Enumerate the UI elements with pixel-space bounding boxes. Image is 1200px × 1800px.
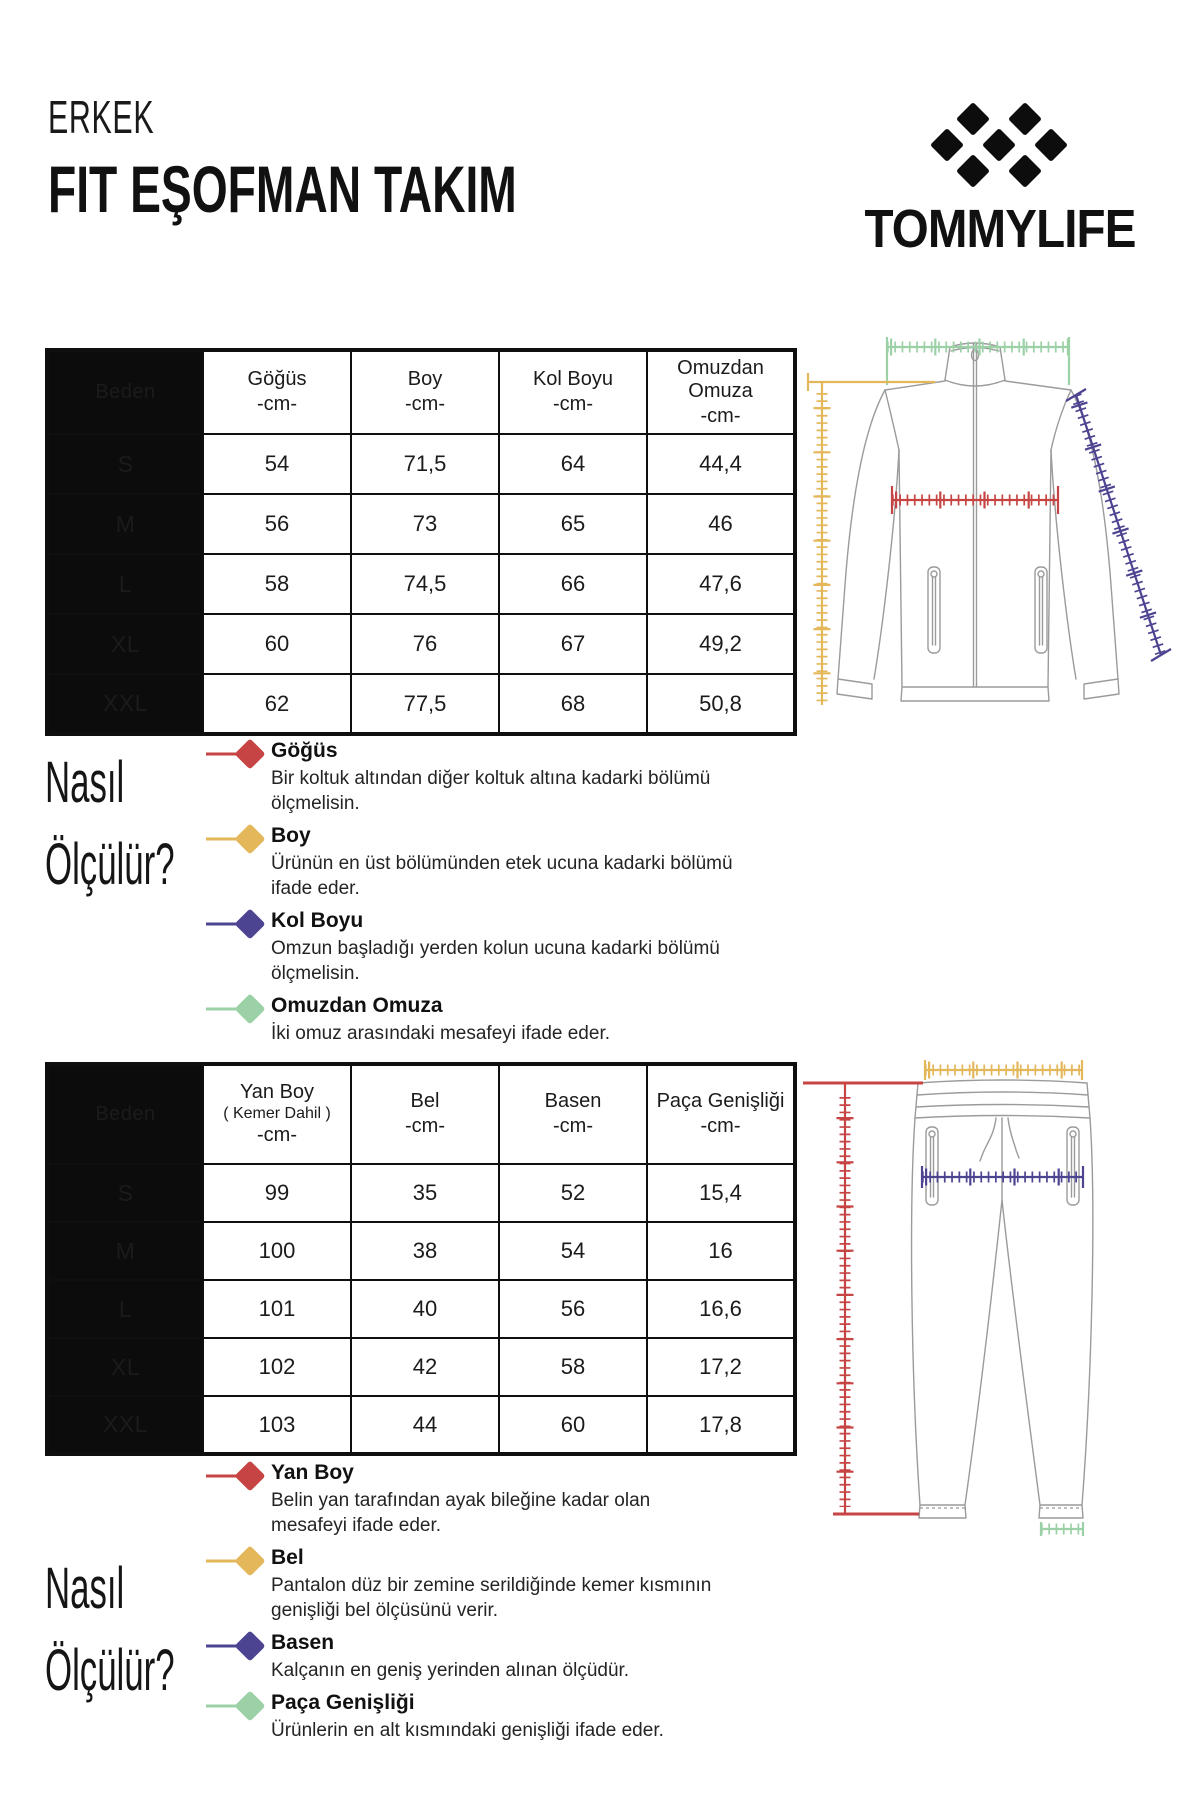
- value-cell: 16: [647, 1222, 795, 1280]
- table-row: [47, 1222, 795, 1280]
- sleeve-ruler: [1066, 389, 1171, 661]
- size-cell: XL: [47, 1338, 203, 1396]
- legend-label: Boy: [271, 824, 311, 847]
- measure-diamond-icon: [203, 1690, 271, 1726]
- value-cell: 64: [499, 434, 647, 494]
- value-cell: 15,4: [647, 1164, 795, 1222]
- value-cell: 17,2: [647, 1338, 795, 1396]
- pocket-zip-left: [928, 567, 940, 653]
- how-to-measure-line1: Nasıl: [45, 750, 125, 815]
- legend-text: [271, 1462, 713, 1538]
- value-cell: 103: [203, 1396, 351, 1454]
- column-unit: -cm-: [405, 393, 445, 415]
- legend-description: İki omuz arasındaki mesafeyi ifade eder.: [271, 1023, 611, 1044]
- legend-label: Göğüs: [271, 739, 338, 762]
- column-header-paca-genisligi: [647, 1064, 795, 1164]
- size-cell: XXL: [47, 1396, 203, 1454]
- value-cell: 99: [203, 1164, 351, 1222]
- jacket-diagram: [795, 335, 1190, 710]
- legend-label: Basen: [271, 1631, 335, 1654]
- page-title-category: ERKEK: [48, 91, 155, 143]
- column-header-omuzdan-omuza: [647, 350, 795, 434]
- pants-outline: [912, 1080, 1093, 1518]
- table-row: [47, 1164, 795, 1222]
- value-cell: 35: [351, 1164, 499, 1222]
- value-cell: 68: [499, 674, 647, 734]
- value-cell: 58: [499, 1338, 647, 1396]
- value-cell: 74,5: [351, 554, 499, 614]
- shoulder-ruler: [887, 337, 1069, 385]
- waist-ruler: [925, 1060, 1082, 1080]
- legend-item-kol-boyu: [203, 910, 743, 986]
- value-cell: 76: [351, 614, 499, 674]
- column-unit: -cm-: [257, 1124, 297, 1147]
- brand-name: TOMMYLIFE: [864, 199, 1136, 259]
- value-cell: 17,8: [647, 1396, 795, 1454]
- pants-size-table: [45, 1062, 797, 1456]
- value-cell: 60: [203, 614, 351, 674]
- value-cell: 73: [351, 494, 499, 554]
- value-cell: 71,5: [351, 434, 499, 494]
- how-to-measure-line2: Ölçülür?: [45, 1638, 175, 1704]
- pocket-zip-left: [926, 1127, 938, 1205]
- page-title-product: FIT EŞOFMAN TAKIM: [48, 152, 517, 226]
- value-cell: 102: [203, 1338, 351, 1396]
- column-unit: -cm-: [700, 1115, 741, 1137]
- value-cell: 52: [499, 1164, 647, 1222]
- legend-description: Ürünün en üst bölümünden etek ucuna kadarki bölümü ifade eder.: [271, 853, 733, 899]
- column-unit: -cm-: [553, 393, 593, 415]
- table-row: [47, 1396, 795, 1454]
- size-cell: XL: [47, 614, 203, 674]
- value-cell: 77,5: [351, 674, 499, 734]
- table-row: [47, 554, 795, 614]
- table-row: [47, 1280, 795, 1338]
- legend-text: [271, 1632, 629, 1683]
- value-cell: 50,8: [647, 674, 795, 734]
- legend-description: Pantalon düz bir zemine serildiğinde kemer kısmının genişliği bel ölçüsünü verir.: [271, 1575, 712, 1621]
- size-cell: M: [47, 1222, 203, 1280]
- jacket-zipper: [974, 343, 977, 687]
- legend-label: Omuzdan Omuza: [271, 994, 443, 1017]
- legend-label: Kol Boyu: [271, 909, 364, 932]
- legend-text: [271, 825, 739, 901]
- drawstring: [980, 1118, 1019, 1161]
- legend-item-paca-genisligi: [203, 1692, 743, 1743]
- value-cell: 60: [499, 1396, 647, 1454]
- column-title: Paça Genişliği: [656, 1090, 785, 1113]
- value-cell: 101: [203, 1280, 351, 1338]
- column-header-kol-boyu: [499, 350, 647, 434]
- value-cell: 40: [351, 1280, 499, 1338]
- table-row: [47, 434, 795, 494]
- legend-text: [271, 1547, 713, 1623]
- legend-description: Belin yan tarafından ayak bileğine kadar olan mesafeyi ifade eder.: [271, 1490, 651, 1536]
- size-cell: L: [47, 1280, 203, 1338]
- jacket-measure-legend: [203, 740, 743, 1055]
- value-cell: 38: [351, 1222, 499, 1280]
- value-cell: 44,4: [647, 434, 795, 494]
- legend-description: Kalçanın en geniş yerinden alınan ölçüdür.: [271, 1660, 630, 1681]
- legend-item-yan-boy: [203, 1462, 743, 1538]
- page-title: [48, 91, 718, 226]
- how-to-measure-line1: Nasıl: [45, 1556, 125, 1621]
- legend-description: Ürünlerin en alt kısmındaki genişliği ifade eder.: [271, 1720, 664, 1741]
- column-title: Yan Boy: [239, 1081, 315, 1104]
- value-cell: 42: [351, 1338, 499, 1396]
- pants-measure-legend: [203, 1462, 743, 1752]
- column-title: Basen: [544, 1090, 602, 1113]
- value-cell: 65: [499, 494, 647, 554]
- how-to-measure-line2: Ölçülür?: [45, 832, 175, 898]
- measure-diamond-icon: [203, 738, 271, 774]
- value-cell: 56: [203, 494, 351, 554]
- legend-label: Yan Boy: [271, 1461, 354, 1484]
- legend-description: Bir koltuk altından diğer koltuk altına kadarki bölümü ölçmelisin.: [271, 768, 711, 814]
- legend-text: [271, 995, 610, 1046]
- column-unit: -cm-: [257, 393, 297, 415]
- pocket-zip-right: [1067, 1127, 1079, 1205]
- jacket-size-table: [45, 348, 797, 736]
- measure-diamond-icon: [203, 1630, 271, 1666]
- legend-description: Omzun başladığı yerden kolun ucuna kadarki bölümü ölçmelisin.: [271, 938, 720, 984]
- value-cell: 44: [351, 1396, 499, 1454]
- diamond-grid-logo-icon: [918, 92, 1082, 196]
- size-cell: L: [47, 554, 203, 614]
- column-header-boy: [351, 350, 499, 434]
- value-cell: 16,6: [647, 1280, 795, 1338]
- hem-width-ruler: [1041, 1522, 1083, 1536]
- column-header-gogus: [203, 350, 351, 434]
- legend-item-basen: [203, 1632, 743, 1683]
- measure-diamond-icon: [203, 1545, 271, 1581]
- table-row: [47, 494, 795, 554]
- legend-label: Bel: [271, 1546, 304, 1569]
- side-length-ruler: [803, 1083, 923, 1514]
- value-cell: 54: [203, 434, 351, 494]
- column-header-bel: [351, 1064, 499, 1164]
- chest-ruler: [892, 486, 1058, 514]
- table-row: [47, 674, 795, 734]
- column-unit: -cm-: [405, 1115, 445, 1137]
- value-cell: 49,2: [647, 614, 795, 674]
- table-row: [47, 614, 795, 674]
- column-title: Göğüs: [247, 368, 307, 391]
- column-header-basen: [499, 1064, 647, 1164]
- measure-diamond-icon: [203, 1460, 271, 1496]
- value-cell: 62: [203, 674, 351, 734]
- measure-diamond-icon: [203, 908, 271, 944]
- legend-text: [271, 1692, 664, 1743]
- legend-text: [271, 740, 739, 816]
- size-cell: XXL: [47, 674, 203, 734]
- legend-item-omuzdan-omuza: [203, 995, 743, 1046]
- legend-item-bel: [203, 1547, 743, 1623]
- brand-logo: [822, 92, 1178, 259]
- column-title: Kol Boyu: [532, 368, 614, 391]
- measure-diamond-icon: [203, 823, 271, 859]
- size-cell: S: [47, 1164, 203, 1222]
- value-cell: 58: [203, 554, 351, 614]
- legend-item-gogus: [203, 740, 743, 816]
- size-cell: S: [47, 434, 203, 494]
- legend-item-boy: [203, 825, 743, 901]
- value-cell: 56: [499, 1280, 647, 1338]
- column-unit: -cm-: [700, 404, 741, 427]
- size-column-header: Beden: [47, 1064, 203, 1164]
- column-header-yan-boy: [203, 1064, 351, 1164]
- measure-diamond-icon: [203, 993, 271, 1029]
- legend-label: Paça Genişliği: [271, 1691, 415, 1714]
- value-cell: 100: [203, 1222, 351, 1280]
- value-cell: 54: [499, 1222, 647, 1280]
- table-row: [47, 1338, 795, 1396]
- pants-diagram: [795, 1055, 1190, 1555]
- column-title: Omuzdan Omuza: [677, 356, 764, 403]
- value-cell: 46: [647, 494, 795, 554]
- column-title: Boy: [407, 368, 443, 391]
- table-header-row: [47, 1064, 795, 1164]
- value-cell: 67: [499, 614, 647, 674]
- column-unit: -cm-: [553, 1115, 593, 1137]
- legend-text: [271, 910, 739, 986]
- value-cell: 47,6: [647, 554, 795, 614]
- column-title: Bel: [410, 1090, 440, 1113]
- value-cell: 66: [499, 554, 647, 614]
- column-subtitle: ( Kemer Dahil ): [223, 1104, 331, 1122]
- pocket-zip-right: [1035, 567, 1047, 653]
- table-header-row: [47, 350, 795, 434]
- size-cell: M: [47, 494, 203, 554]
- size-column-header: Beden: [47, 350, 203, 434]
